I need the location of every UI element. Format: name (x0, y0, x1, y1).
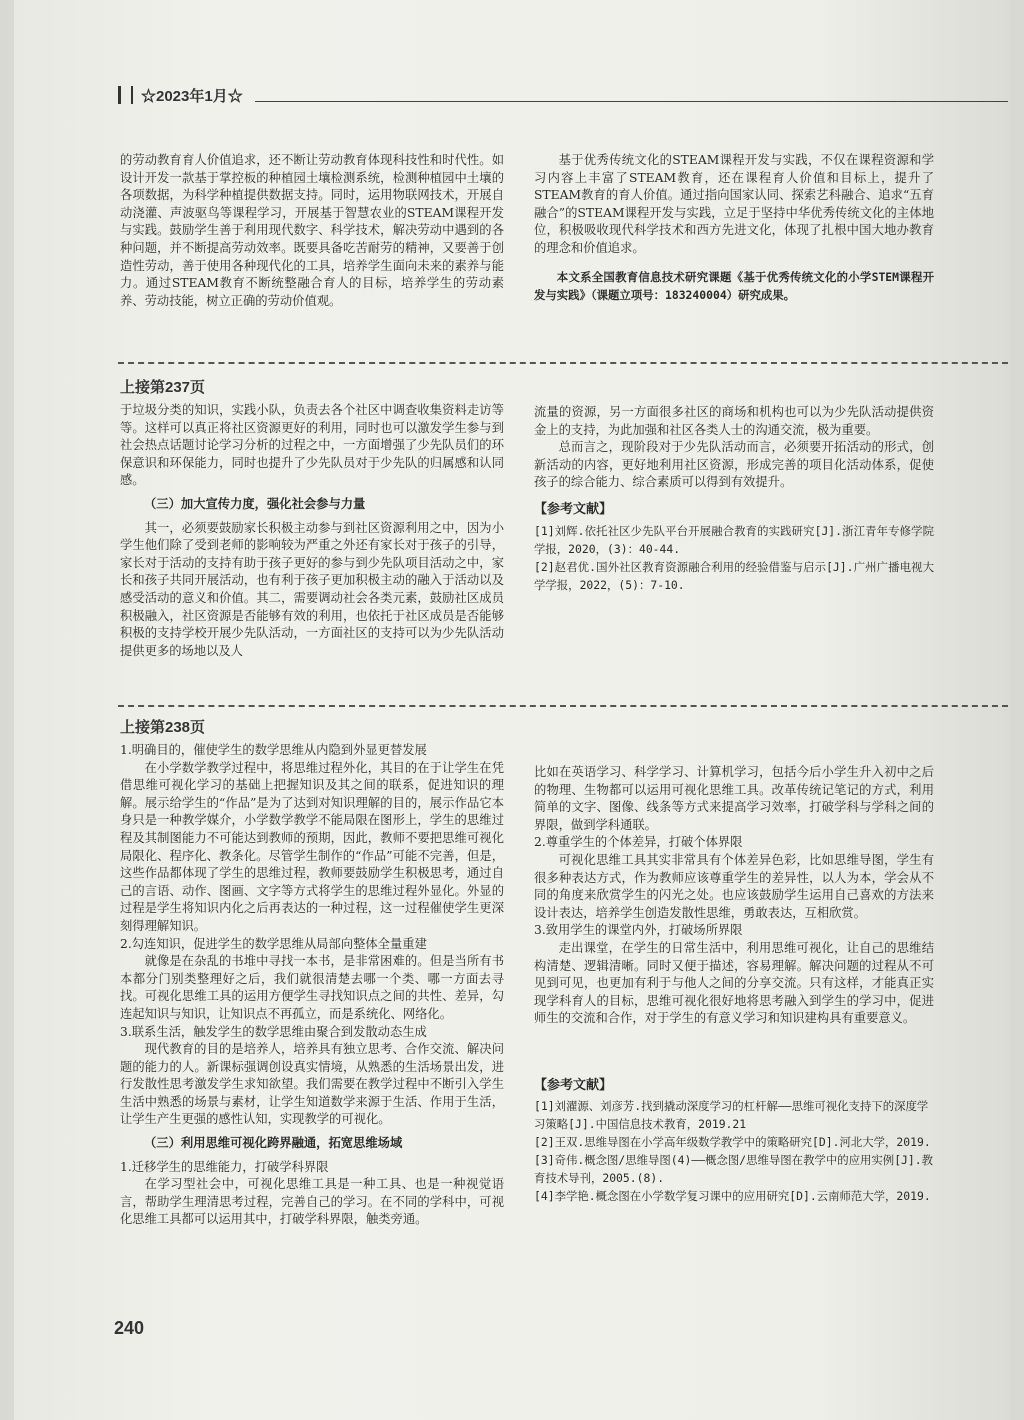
paragraph: 就像是在杂乱的书堆中寻找一本书，是非常困难的。但是当所有书本都分门别类整理好之后，我们就很清楚去哪一个类、哪一方面去寻找。可视化思维工具的运用方便学生寻找知识点之间的共性、差异，勾连起知识与知识，让知识点不再孤立，而是系统化、网络化。 (120, 954, 504, 1021)
paragraph: 在小学数学教学过程中，将思维过程外化，其目的在于让学生在凭借思维可视化学习的基础上把握知识及其之间的联系，促进知识的理解。展示给学生的“作品”是为了达到对知识理解的目的，展示作品它本身只是一种教学媒介，小学数学教学不能局限在图形上，学生的思维过程及其制图能力不可能达到教师的预期，因此，教师不要把思维可视化局限化、程序化、教条化。尽管学生制作的“作品”可能不完善，但是，这些作品都体现了学生的思维过程，教师要鼓励学生积极思考，通过自己的言语、动作、图画、文字等方式将学生的思维过程外显化。外显的过程是学生将知识内化之后再表达的一种过程，这一过程催使学生更深刻得理解知识。 (120, 760, 504, 933)
reference-item: [2]王双.思维导图在小学高年级数学教学中的策略研究[D].河北大学，2019. (534, 1135, 931, 1149)
paragraph: 现代教育的目的是培养人，培养具有独立思考、合作交流、解决问题的能力的人。新课标强调创设真实情境，从熟悉的生活场景出发，进行发散性思考激发学生求知欲望。我们需要在教学过程中不断引入学生生活中熟悉的场景与素材，让学生知道数学来源于生活、作用于生活，让学生产生更强的感性认知，实现教学的可视化。 (120, 1042, 504, 1127)
s1-right-column (534, 152, 934, 304)
references-title: 【参考文献】 (534, 500, 613, 516)
subsection-heading: 3.联系生活，触发学生的数学思维由聚合到发散动态生成 (120, 1024, 427, 1039)
paragraph: 比如在英语学习、科学学习、计算机学习，包括今后小学生升入初中之后的物理、生物都可以运用可视化思维工具。改革传统记笔记的方式，利用简单的文字、图像、线条等方式来提高学习效率，打破学科与学科之间的界限，做到学科通联。 (534, 765, 934, 832)
reference-item: [4]李学艳.概念图在小学数学复习课中的应用研究[D].云南师范大学，2019. (534, 1189, 931, 1203)
s1-left-paragraph: 的劳动教育育人价值追求，还不断让劳动教育体现科技性和时代性。如设计开发一款基于掌控板的种植园土壤检测系统，检测种植园中土壤的各项数据，为科学种植提供数据支持。同时，运用物联网技术，开展自动浇灌、声波驱鸟等课程学习，开展基于智慧农业的STEAM课程开发与实践。鼓励学生善于利用现代数字、科学技术，解决劳动中遇到的各种问题，并不断提高劳动效率。既要具备吃苦耐劳的精神，又要善于创造性劳动，善于使用各种现代化的工具，培养学生面向未来的素养与能力。通过STEAM教育不断统整融合育人的目标，培养学生的劳动素养、劳动技能，树立正确的劳动价值观。 (120, 153, 504, 308)
s2-right-paragraph-2: 总而言之，现阶段对于少先队活动而言，必须要开拓活动的形式，创新活动的内容，更好地利用社区资源，形成完善的项目化活动体系，促使孩子的综合能力、综合素质可以得到有效提升。 (534, 440, 934, 490)
continued-heading: 上接第237页 (120, 379, 206, 396)
subsection-heading: 3.致用学生的课堂内外，打破场所界限 (534, 923, 743, 938)
s3-right-column (534, 764, 934, 1028)
header-bar-icon (118, 86, 133, 104)
reference-item: [2]赵君优.国外社区教育资源融合利用的经验借鉴与启示[J].广州广播电视大学学报，2022，(5)：7-10. (534, 559, 934, 592)
reference-item: [1]刘濯源、刘彦芳.找到撬动深度学习的杠杆解——思维可视化支持下的深度学习策略[J].中国信息技术教育，2019.21 (534, 1099, 929, 1131)
s1-left-column (120, 152, 504, 310)
paragraph: 在学习型社会中，可视化思维工具是一种工具、也是一种视觉语言，帮助学生理清思考过程，完善自己的学习。在不同的学科中，可视化思维工具都可以运用其中，打破学科界限，触类旁通。 (120, 1177, 504, 1227)
subsection-heading: 2.尊重学生的个体差异，打破个体界限 (534, 835, 743, 850)
s2-right-column (534, 404, 934, 594)
header-rule (255, 101, 1008, 102)
paragraph: 可视化思维工具其实非常具有个体差异色彩，比如思维导图，学生有很多种表达方式，作为教师应该尊重学生的差异性，以人为本，学会从不同的角度来欣赏学生的闪光之处。也应该鼓励学生运用自己喜欢的方法来设计表达，培养学生创造发散性思维，勇敢表达，互相欣赏。 (534, 852, 934, 920)
s2-left-paragraph-2: 其一，必须要鼓励家长积极主动参与到社区资源利用之中，因为小学生他们除了受到老师的影响较为严重之外还有家长对于孩子的引导，家长对于活动的支持有助于孩子更好的参与到少先队项目活动之中，家长和孩子共同开展活动，也有利于孩子更加积极主动的融入于活动以及感受活动的意义和价值。其二，需要调动社会各类元素，鼓励社区成员积极融入，社区资源是否能够有效的利用，也依托于社区成员是否能够积极的支持学校开展少先队活动，一方面社区的支持可以为少先队活动提供更多的场地以及人 (120, 520, 504, 658)
reference-item: [1]刘辉.依托社区少先队平台开展融合教育的实践研究[J].浙江青年专修学院学报，2020，(3)：40-44. (534, 523, 934, 556)
issue-date: ☆2023年1月☆ (141, 87, 243, 105)
section-divider (118, 705, 1008, 707)
s2-right-paragraph: 流量的资源，另一方面很多社区的商场和机构也可以为少先队活动提供资金上的支持，为此加强和社区各类人士的沟通交流，极为重要。 (534, 405, 934, 437)
page-number: 240 (114, 1318, 145, 1338)
section-heading: （三）加大宣传力度，强化社会参与力量 (144, 496, 366, 511)
section-heading: （三）利用思维可视化跨界融通，拓宽思维场域 (144, 1136, 403, 1151)
subsection-heading: 1.迁移学生的思维能力，打破学科界限 (120, 1159, 329, 1174)
s2-left-paragraph: 于垃圾分类的知识，实践小队，负责去各个社区中调查收集资料走访等等。这样可以真正将社区资源更好的利用，同时也可以激发学生参与到社会热点话题讨论学习分析的过程之中，一方面增强了少先队员们的环保意识和环保能力，同时也提升了少先队员对于少先队的归属感和认同感。 (120, 403, 504, 488)
subsection-heading: 1.明确目的，催使学生的数学思维从内隐到外显更替发展 (120, 743, 427, 757)
s3-left-column (120, 742, 504, 1229)
s2-left-column (120, 402, 504, 660)
reference-item: [3]奇伟.概念图/思维导图(4)——概念图/思维导图在教学中的应用实例[J].教育技术导刊，2005.(8). (534, 1153, 934, 1185)
paragraph: 走出课堂，在学生的日常生活中，利用思维可视化，让自己的思维结构清楚、逻辑清晰。同时又便于描述，容易理解。解决问题的过程从不可见到可见，也更加有利于与他人之间的分享交流。只有这样，才能真正实现学科育人的目标，思维可视化很好地将思考融入到学生的学习中，促进师生的交流和合作，对于学生的有意义学习和知识建构具有重要意义。 (534, 940, 934, 1026)
journal-page (14, 0, 1010, 1420)
s1-right-paragraph: 基于优秀传统文化的STEAM课程开发与实践，不仅在课程资源和学习内容上丰富了STEAM教育，还在课程育人价值和目标上，提升了STEAM教育的育人价值。通过指向国家认同、探索艺科融合、追求“五育融合”的STEAM课程开发与实践，立足于坚持中华优秀传统文化的主体地位，积极吸收现代科学技术和西方先进文化，体现了扎根中国大地办教育的理念和价值追求。 (534, 153, 934, 255)
section-divider (118, 362, 1008, 364)
fund-note: 本文系全国教育信息技术研究课题《基于优秀传统文化的小学STEM课程开发与实践》（课题立项号：183240004）研究成果。 (534, 269, 934, 302)
running-header (118, 84, 1008, 106)
continued-heading: 上接第238页 (120, 719, 206, 736)
subsection-heading: 2.勾连知识，促进学生的数学思维从局部向整体全量重建 (120, 936, 427, 951)
s3-references (534, 1070, 934, 1205)
references-title: 【参考文献】 (534, 1077, 613, 1092)
